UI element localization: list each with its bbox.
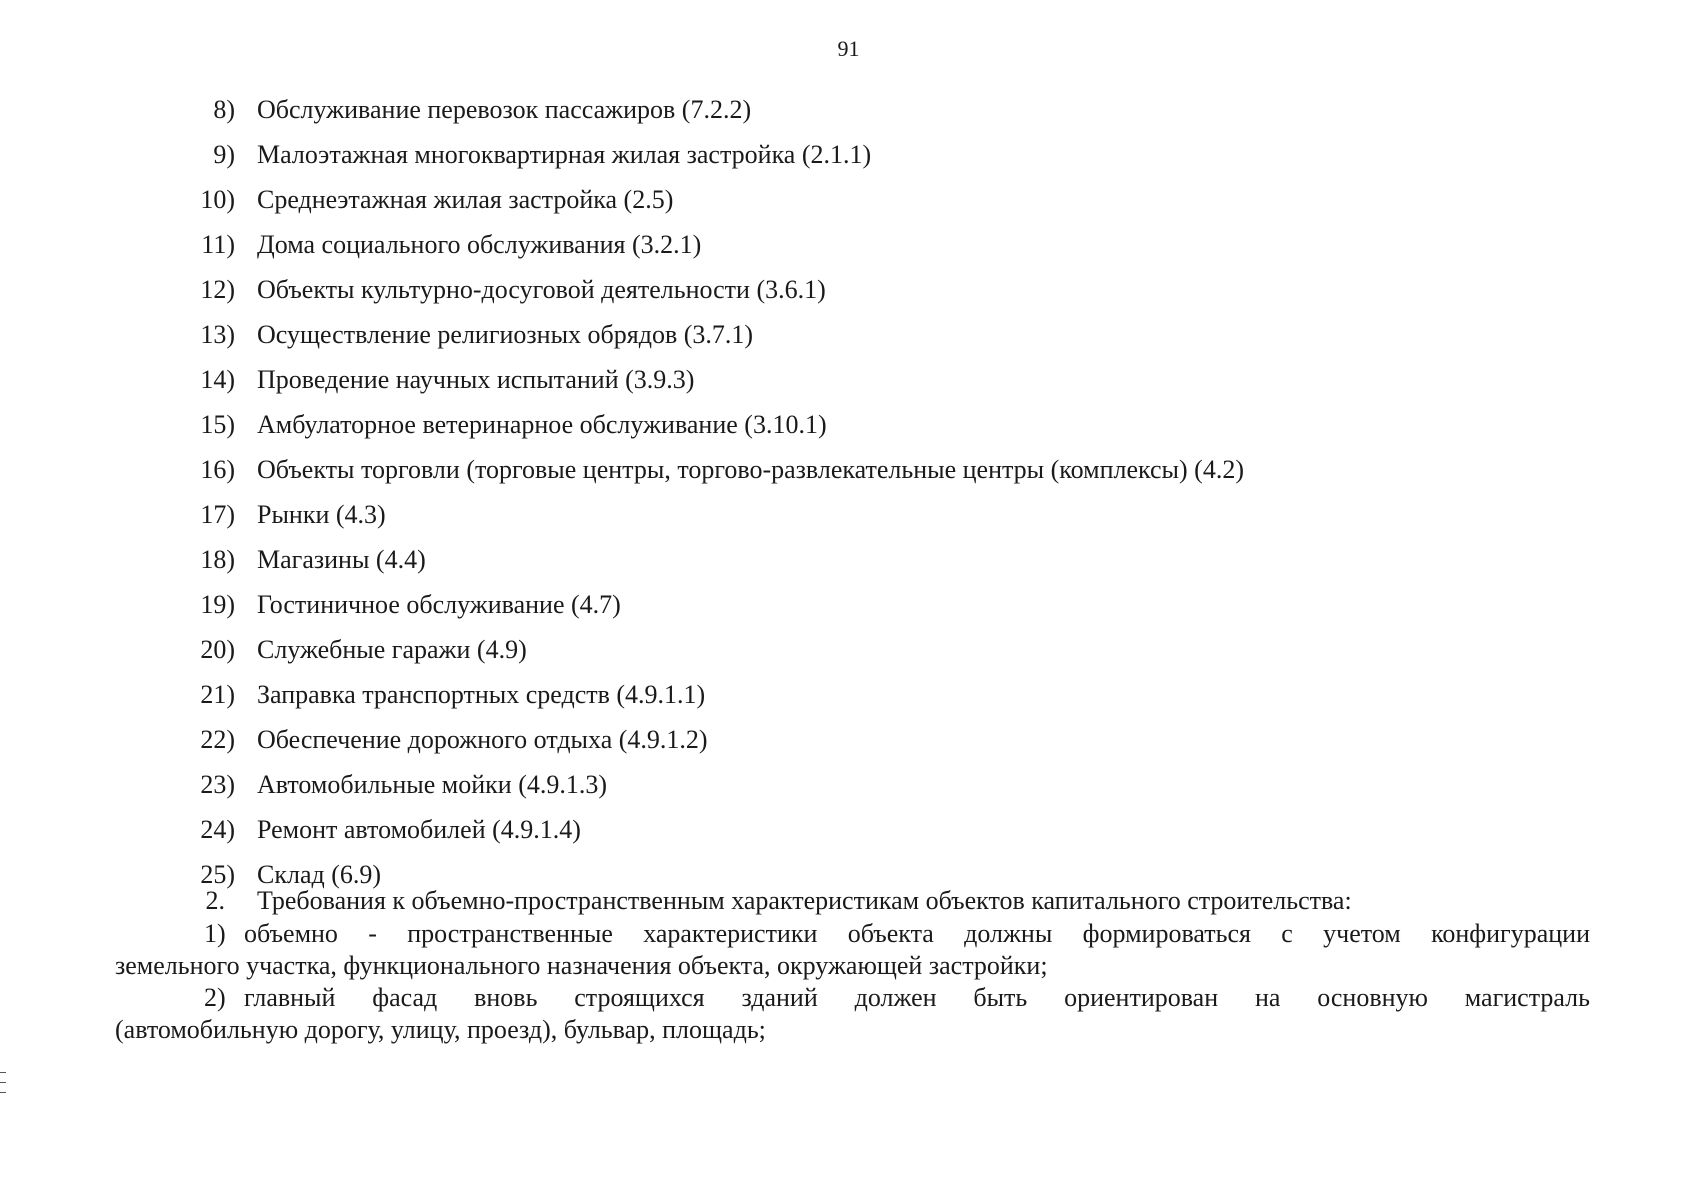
list-item-number: 24) — [200, 815, 235, 844]
list-item-text: Автомобильные мойки (4.9.1.3) — [257, 770, 608, 799]
list-item-number: 17) — [200, 500, 235, 529]
paragraph-line: объемно - пространственные характеристики объекта должны формироваться с учетом конфигурации — [244, 919, 1590, 948]
list-item — [0, 630, 1697, 675]
page-number: 91 — [837, 36, 860, 61]
list-item — [0, 180, 1697, 225]
paragraph-line: (автомобильную дорогу, улицу, проезд), бульвар, площадь; — [115, 1015, 766, 1044]
list-item — [0, 315, 1697, 360]
list-item-number: 8) — [213, 95, 235, 124]
list-item-number: 10) — [200, 185, 235, 214]
list-item-text: Обеспечение дорожного отдыха (4.9.1.2) — [257, 725, 708, 754]
list-item-text: Среднеэтажная жилая застройка (2.5) — [257, 185, 674, 214]
list-item — [0, 225, 1697, 270]
list-item — [0, 450, 1697, 495]
list-item — [0, 540, 1697, 585]
list-item-text: Обслуживание перевозок пассажиров (7.2.2) — [257, 95, 752, 124]
margin-mark — [0, 1092, 6, 1093]
list-item-text: Дома социального обслуживания (3.2.1) — [257, 230, 702, 259]
list-item-number: 25) — [200, 860, 235, 889]
list-item-number: 15) — [200, 410, 235, 439]
list-item-text: Заправка транспортных средств (4.9.1.1) — [257, 680, 706, 709]
paragraph-line: земельного участка, функционального назначения объекта, окружающей застройки; — [115, 951, 1048, 980]
list-item — [0, 360, 1697, 405]
list-item-number: 11) — [201, 230, 235, 259]
list-item-number: 23) — [200, 770, 235, 799]
list-item-text: Амбулаторное ветеринарное обслуживание (3.10.1) — [257, 410, 827, 439]
paragraph — [115, 982, 1590, 1046]
list-item-number: 16) — [200, 455, 235, 484]
list-item-number: 13) — [200, 320, 235, 349]
list-item-number: 18) — [200, 545, 235, 574]
list-item-text: Рынки (4.3) — [257, 500, 386, 529]
list-item-number: 9) — [213, 140, 235, 169]
margin-mark — [0, 1072, 6, 1073]
list-item-text: Гостиничное обслуживание (4.7) — [257, 590, 621, 619]
paragraph — [115, 918, 1590, 982]
list-item — [0, 90, 1697, 135]
paragraph-number: 1) — [204, 919, 226, 948]
list-item — [0, 720, 1697, 765]
list-item-text: Проведение научных испытаний (3.9.3) — [257, 365, 695, 394]
list-item — [0, 585, 1697, 630]
margin-mark — [0, 1082, 6, 1083]
list-item-text: Малоэтажная многоквартирная жилая застройка (2.1.1) — [257, 140, 872, 169]
list-item-number: 22) — [200, 725, 235, 754]
list-item-text: Магазины (4.4) — [257, 545, 426, 574]
list-item-text: Ремонт автомобилей (4.9.1.4) — [257, 815, 581, 844]
list-item — [0, 765, 1697, 810]
list-item-text: Объекты культурно-досуговой деятельности (3.6.1) — [257, 275, 826, 304]
list-item-number: 19) — [200, 590, 235, 619]
list-item-text: Объекты торговли (торговые центры, торгово-развлекательные центры (комплексы) (4.2) — [257, 455, 1244, 484]
list-item-number: 14) — [200, 365, 235, 394]
list-item — [0, 675, 1697, 720]
list-item — [0, 495, 1697, 540]
list-item-number: 21) — [200, 680, 235, 709]
paragraph-line: главный фасад вновь строящихся зданий должен быть ориентирован на основную магистраль — [244, 983, 1590, 1012]
section-number: 2. — [205, 886, 225, 915]
list-item-number: 12) — [200, 275, 235, 304]
list-item — [0, 135, 1697, 180]
list-item — [0, 405, 1697, 450]
list-item-number: 20) — [200, 635, 235, 664]
list-item-text: Осуществление религиозных обрядов (3.7.1) — [257, 320, 754, 349]
list-item-text: Служебные гаражи (4.9) — [257, 635, 527, 664]
list-item — [0, 810, 1697, 855]
paragraph-number: 2) — [204, 983, 226, 1012]
section-title: Требования к объемно-пространственным характеристикам объектов капитального строительства: — [257, 886, 1352, 915]
land-use-list — [0, 90, 1697, 900]
list-item — [0, 270, 1697, 315]
list-item-text: Склад (6.9) — [257, 860, 382, 889]
